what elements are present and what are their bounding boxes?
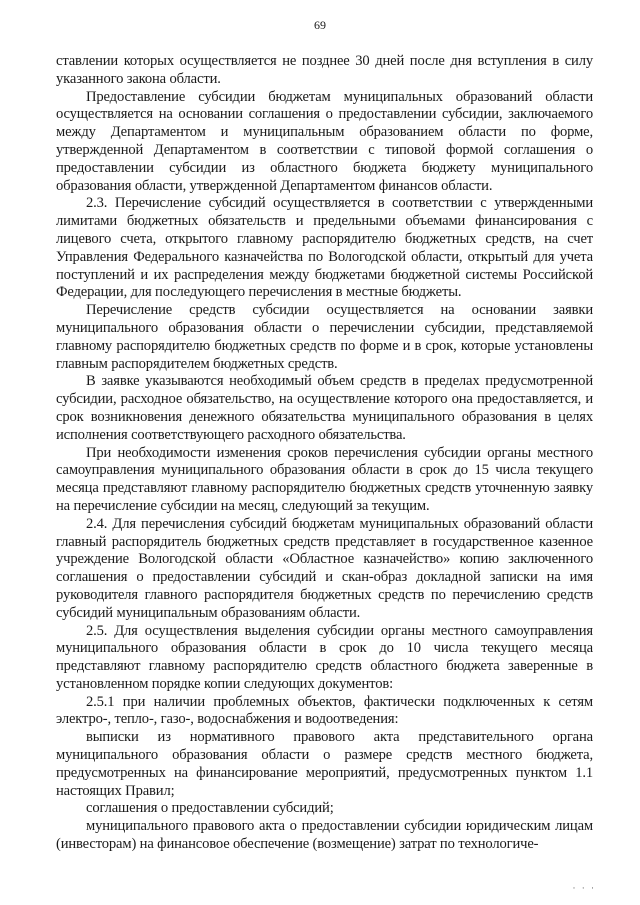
paragraph-request-content: В заявке указываются необходимый объем средств в пределах предусмотренной субсидии, расходное обязательство, на осуществление которого она предоставляется, и срок возникновения денежного обязательства муниципального образования в целях исполнения соответствующего расходного обязательства. (56, 373, 593, 443)
list-item-agreements: соглашения о предоставлении субсидий; (86, 800, 334, 817)
paragraph-subsidy-agreement: Предоставление субсидии бюджетам муниципальных образований области осуществляется на основании соглашения о предоставлении субсидии, заключаемого между Департаментом и муниципальным образованием области по форме, утвержденной Департаментом в соответствии с типовой формой соглашения о предоставлении субсидии из областного бюджета бюджету муниципального образования области, утвержденной Департаментом финансов области. (56, 88, 593, 194)
paragraph-2-5: 2.5. Для осуществления выделения субсидии органы местного самоуправления муниципального образования области в срок до 10 числа текущего месяца представляют главному распорядителю средств областного бюджета заверенные в установленном порядке копии следующих документов: (56, 622, 593, 692)
paragraph-continuation: ставлении которых осуществляется не позднее 30 дней после дня вступления в силу указанного закона области. (56, 53, 593, 87)
paragraph-schedule-change: При необходимости изменения сроков перечисления субсидии органы местного самоуправления муниципального образования области в срок до 15 числа текущего месяца представляют главному распорядителю бюджетных средств уточненную заявку на перечисление субсидии на месяц, следующий за текущим. (56, 444, 593, 514)
paragraph-2-5-1: 2.5.1 при наличии проблемных объектов, фактически подключенных к сетям электро-, тепло-, газо-, водоснабжения и водоотведения: (56, 693, 593, 728)
paragraph-2-3: 2.3. Перечисление субсидий осуществляется в соответствии с утвержденными лимитами бюджетных обязательств и предельными объемами финансирования с лицевого счета, открытого главному распорядителю бюджетных средств, на счет Управления Федерального казначейства по Вологодской области, открытый для учета поступлений и их распределения между бюджетами бюджетной системы Российской Федерации, для последующего перечисления в местные бюджеты. (56, 195, 593, 301)
list-item-municipal-act: муниципального правового акта о предоставлении субсидии юридическим лицам (инвесторам) на финансовое обеспечение (возмещение) затрат по технологиче- (56, 818, 593, 853)
document-body (56, 53, 593, 854)
paragraph-2-4: 2.4. Для перечисления субсидий бюджетам муниципальных образований области главный распорядитель бюджетных средств представляет в государственное казенное учреждение Вологодской области «Областное казначейство» копию заключенного соглашения о предоставлении субсидий и скан-образ докладной записки на имя руководителя главного распорядителя бюджетных средств по перечислению средств субсидий муниципальным образованиям области. (56, 515, 593, 621)
paragraph-transfer-request: Перечисление средств субсидии осуществляется на основании заявки муниципального образования области о перечислении субсидии, представляемой главному распорядителю бюджетных средств по форме и в срок, которые установлены главным распорядителем бюджетных средств. (56, 302, 593, 372)
list-item-extract: выписки из нормативного правового акта представительного органа муниципального образования области о размере средств местного бюджета, предусмотренных на финансирование мероприятий, предусмотренных пунктом 1.1 настоящих Правил; (56, 729, 593, 799)
page-number: 69 (314, 18, 326, 32)
scan-mark: · · · (572, 883, 596, 893)
